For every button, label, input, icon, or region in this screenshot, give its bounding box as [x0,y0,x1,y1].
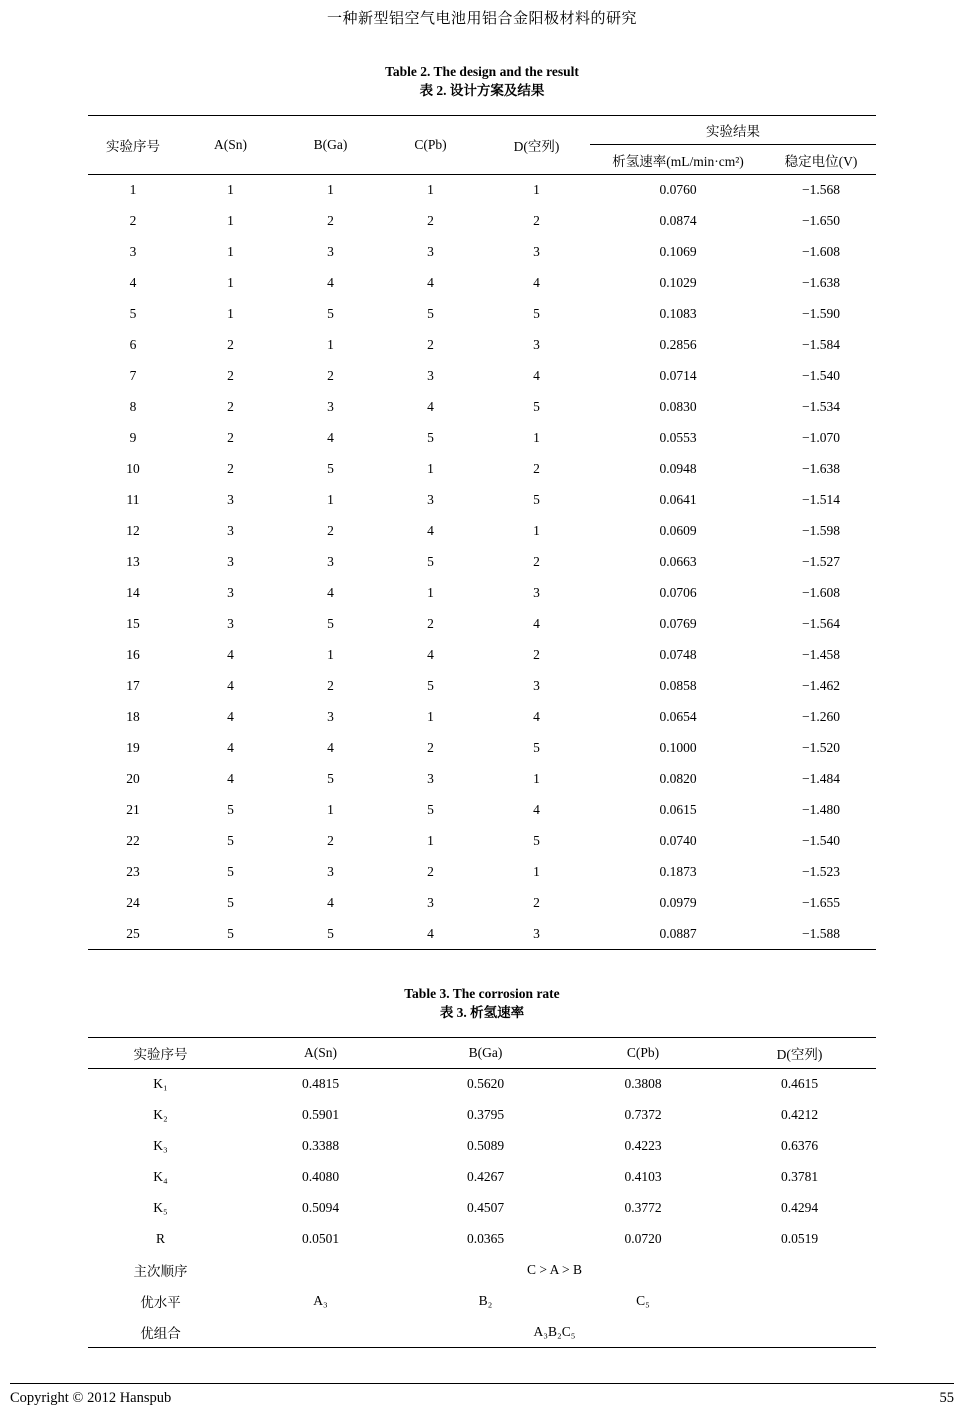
cell-b-level: 2 [327,368,334,383]
cell-stable-potential: −1.462 [802,678,840,693]
table-row [88,764,876,795]
cell-c-level: 5 [427,430,434,445]
cell-stable-potential: −1.527 [802,554,840,569]
table-row [88,733,876,764]
col-header-d-empty: D(空列) [483,116,590,175]
table-row [88,1193,876,1224]
cell-a-level: 2 [227,399,234,414]
table2 [88,115,876,950]
cell-experiment-no: 7 [129,368,137,383]
cell-d-level: 4 [533,275,540,290]
cell-hydrogen-rate: 0.0706 [659,585,697,600]
cell-d-level: 5 [533,833,540,848]
cell-stable-potential: −1.260 [802,709,840,724]
cell-d-level: 2 [533,647,540,662]
cell-c-level: 2 [427,740,434,755]
best-level-row [88,1286,876,1317]
cell-hydrogen-rate: 0.1000 [659,740,697,755]
cell-b-level: 2 [327,678,334,693]
cell-b-level: 3 [327,399,334,414]
cell-a-value: 0.4815 [301,1076,340,1092]
cell-stable-potential: −1.523 [802,864,840,879]
cell-d-level: 3 [533,678,540,693]
cell-experiment-no: 20 [126,771,140,786]
cell-hydrogen-rate: 0.0553 [659,430,697,445]
cell-hydrogen-rate: 0.0887 [659,925,697,941]
table-row [88,919,876,950]
col-header-c-pb: C(Pb) [378,116,483,175]
cell-hydrogen-rate: 0.0948 [659,461,697,476]
cell-c-level: 5 [427,678,434,693]
cell-b-value: 0.0365 [466,1231,505,1246]
best-level-a: A₃ [313,1293,328,1308]
best-level-c: C₅ [636,1293,650,1308]
cell-stable-potential: −1.540 [802,833,840,848]
cell-hydrogen-rate: 0.0641 [659,492,697,507]
cell-a-level: 2 [227,368,234,383]
cell-c-level: 3 [427,895,434,910]
cell-stable-potential: −1.540 [802,368,840,383]
table-row [88,671,876,702]
cell-b-level: 3 [327,554,334,569]
priority-order-value: C > A > B [527,1262,582,1277]
cell-a-level: 3 [227,492,234,507]
table2-caption-zh: 表 2. 设计方案及结果 [419,83,545,98]
cell-a-level: 5 [227,802,234,817]
cell-stable-potential: −1.638 [802,461,840,476]
table3-summary-body [88,1255,876,1348]
cell-hydrogen-rate: 0.0830 [659,399,697,414]
cell-c-level: 1 [427,461,434,476]
running-title: 一种新型铝空气电池用铝合金阳极材料的研究 [326,11,637,27]
cell-b-level: 5 [327,306,334,321]
cell-b-value: 0.4507 [466,1200,505,1215]
cell-b-level: 5 [327,616,334,631]
table3-caption-en: Table 3. The corrosion rate [404,986,560,1001]
cell-a-level: 1 [227,213,234,228]
priority-order-label: 主次顺序 [133,1264,188,1279]
cell-c-value: 0.4223 [624,1138,662,1153]
table-row [88,392,876,423]
cell-experiment-no: 13 [126,554,140,569]
table-row [88,237,876,268]
cell-a-level: 2 [227,337,234,352]
cell-b-level: 2 [327,213,334,228]
cell-c-level: 2 [427,616,434,631]
table-row [88,454,876,485]
table3 [88,1037,876,1348]
cell-b-value: 0.4267 [466,1169,505,1184]
cell-d-level: 2 [533,895,540,910]
cell-a-level: 3 [227,523,234,538]
cell-experiment-no: 21 [126,802,140,817]
col-header-stable-potential: 稳定电位(V) [766,145,876,175]
best-combo-row [88,1317,876,1348]
table-row [88,206,876,237]
table-row [88,330,876,361]
col-header-a-sn: A(Sn) [178,116,283,175]
cell-d-level: 2 [533,213,540,228]
cell-hydrogen-rate: 0.0874 [659,213,697,228]
cell-stable-potential: −1.484 [802,771,840,786]
table-row [88,423,876,454]
cell-b-level: 3 [327,864,334,879]
table-row [88,299,876,330]
cell-experiment-no: 18 [126,709,140,724]
best-level-b: B₂ [478,1293,493,1308]
cell-a-level: 4 [227,709,234,724]
cell-b-level: 1 [327,647,334,662]
cell-d-level: 4 [533,802,540,817]
cell-experiment-no: 22 [126,833,140,848]
cell-a-value: 0.5901 [301,1107,340,1122]
cell-d-value: 0.0519 [780,1231,819,1246]
cell-d-value: 0.4294 [780,1200,819,1215]
table3-header [88,1038,876,1069]
cell-stable-potential: −1.650 [802,213,840,228]
cell-b-level: 4 [327,585,334,600]
cell-stable-potential: −1.638 [802,275,840,290]
cell-a-level: 3 [227,585,234,600]
cell-a-level: 1 [227,306,234,321]
cell-stable-potential: −1.514 [802,492,840,507]
cell-experiment-no: 19 [126,740,140,755]
table-row [88,826,876,857]
col-header-experiment: 实验序号 [88,1038,233,1069]
cell-d-value: 0.4615 [780,1076,819,1092]
cell-stable-potential: −1.520 [802,740,840,755]
cell-a-value: 0.3388 [301,1138,340,1153]
cell-b-level: 4 [327,895,334,910]
cell-c-level: 4 [427,399,434,414]
cell-experiment-no: 9 [129,430,137,445]
table-row [88,1069,876,1100]
cell-stable-potential: −1.070 [802,430,840,445]
best-combo-value: A₃B₂C₅ [533,1323,576,1339]
cell-d-level: 4 [533,709,540,724]
table-row [88,268,876,299]
cell-a-level: 5 [227,864,234,879]
table-row [88,609,876,640]
cell-b-value: 0.5089 [466,1138,505,1153]
cell-experiment-no: 12 [126,523,140,538]
table-row [88,485,876,516]
cell-experiment-no: 10 [126,461,140,476]
cell-experiment-no: 24 [126,895,140,910]
cell-c-level: 4 [427,523,434,538]
cell-a-level: 4 [227,740,234,755]
cell-experiment-no: 5 [129,306,137,321]
table-row [88,702,876,733]
cell-c-level: 3 [427,771,434,786]
page-number: 55 [939,1390,954,1406]
cell-hydrogen-rate: 0.1029 [659,275,697,290]
cell-b-level: 5 [327,771,334,786]
cell-experiment-no: 14 [126,585,140,600]
cell-a-level: 1 [227,182,234,198]
cell-d-level: 3 [533,337,540,352]
cell-b-level: 2 [327,833,334,848]
cell-a-level: 4 [227,771,234,786]
cell-b-level: 1 [327,492,334,507]
cell-stable-potential: −1.584 [802,337,840,352]
cell-hydrogen-rate: 0.0979 [659,895,697,910]
cell-stable-potential: −1.458 [802,647,840,662]
cell-a-level: 2 [227,461,234,476]
cell-b-level: 4 [327,740,334,755]
cell-c-level: 5 [427,554,434,569]
cell-c-value: 0.7372 [624,1107,662,1122]
cell-a-level: 5 [227,833,234,848]
cell-experiment-no: 11 [126,492,140,507]
copyright-text: Copyright © 2012 Hanspub [10,1390,172,1406]
cell-b-value: 0.5620 [466,1076,505,1092]
cell-stable-potential: −1.568 [802,182,840,198]
cell-d-value: 0.4212 [780,1107,819,1122]
cell-hydrogen-rate: 0.0760 [659,182,697,198]
cell-c-value: 0.3808 [624,1076,662,1092]
table-row [88,640,876,671]
cell-c-level: 4 [427,647,434,662]
cell-a-level: 2 [227,430,234,445]
table2-header [88,116,876,175]
cell-c-value: 0.4103 [624,1169,662,1184]
cell-experiment-no: 6 [129,337,137,352]
col-header-experiment: 实验序号 [88,116,178,175]
table3-caption [0,984,964,1022]
page-footer [10,1383,954,1407]
cell-d-level: 5 [533,306,540,321]
cell-experiment-no: 25 [126,925,140,941]
cell-experiment-no: 2 [129,213,137,228]
cell-d-level: 1 [533,771,540,786]
cell-a-level: 4 [227,678,234,693]
cell-b-level: 5 [327,461,334,476]
table2-caption [0,62,964,100]
cell-b-level: 2 [327,523,334,538]
cell-d-level: 5 [533,492,540,507]
cell-row-label: K₂ [153,1107,168,1122]
cell-c-level: 5 [427,802,434,817]
cell-d-level: 5 [533,399,540,414]
cell-row-label: K₅ [153,1200,168,1215]
cell-hydrogen-rate: 0.0615 [659,802,697,817]
cell-stable-potential: −1.588 [802,925,840,941]
cell-d-level: 1 [533,864,540,879]
cell-c-level: 1 [427,709,434,724]
col-header-c-pb: C(Pb) [563,1038,723,1069]
cell-a-value: 0.4080 [301,1169,340,1184]
table-row [88,1100,876,1131]
cell-experiment-no: 17 [126,678,140,693]
cell-a-level: 3 [227,616,234,631]
cell-hydrogen-rate: 0.1069 [659,244,697,259]
table-row [88,857,876,888]
cell-d-level: 4 [533,368,540,383]
table-row [88,1131,876,1162]
cell-c-level: 3 [427,368,434,383]
cell-d-level: 3 [533,585,540,600]
group-header-results: 实验结果 [590,116,876,145]
cell-c-level: 4 [427,275,434,290]
cell-stable-potential: −1.564 [802,616,840,631]
col-header-b-ga: B(Ga) [408,1038,563,1069]
cell-a-value: 0.5094 [301,1200,340,1215]
cell-b-level: 3 [327,709,334,724]
cell-c-level: 4 [427,925,434,941]
cell-a-level: 3 [227,554,234,569]
cell-hydrogen-rate: 0.0663 [659,554,697,569]
cell-c-value: 0.0720 [624,1231,662,1246]
cell-stable-potential: −1.598 [802,523,840,538]
cell-hydrogen-rate: 0.0820 [659,771,697,786]
cell-d-level: 5 [533,740,540,755]
cell-stable-potential: −1.608 [802,585,840,600]
table2-body [88,175,876,950]
cell-b-level: 5 [327,925,334,941]
cell-stable-potential: −1.590 [802,306,840,321]
table-row [88,175,876,206]
cell-stable-potential: −1.480 [802,802,840,817]
cell-b-level: 3 [327,244,334,259]
cell-b-value: 0.3795 [466,1107,505,1122]
cell-row-label: K₁ [153,1076,168,1092]
cell-row-label: K₃ [153,1138,168,1153]
cell-hydrogen-rate: 0.0858 [659,678,697,693]
cell-experiment-no: 1 [129,182,137,198]
cell-experiment-no: 3 [129,244,137,259]
cell-d-level: 2 [533,461,540,476]
cell-b-level: 1 [327,182,334,198]
cell-hydrogen-rate: 0.2856 [659,337,697,352]
cell-c-level: 1 [427,585,434,600]
cell-a-level: 1 [227,244,234,259]
table-row [88,1224,876,1255]
cell-d-level: 1 [533,523,540,538]
table-row [88,1162,876,1193]
cell-experiment-no: 4 [129,275,137,290]
cell-d-value: 0.3781 [780,1169,819,1184]
table-row [88,361,876,392]
cell-hydrogen-rate: 0.0748 [659,647,697,662]
table-row [88,516,876,547]
cell-a-level: 4 [227,647,234,662]
cell-d-level: 4 [533,616,540,631]
cell-b-level: 1 [327,802,334,817]
cell-c-level: 3 [427,492,434,507]
col-header-a-sn: A(Sn) [233,1038,408,1069]
table3-k-body [88,1069,876,1255]
best-combo-label: 优组合 [140,1325,181,1341]
cell-hydrogen-rate: 0.0714 [659,368,697,383]
cell-b-level: 4 [327,430,334,445]
table2-caption-en: Table 2. The design and the result [385,64,579,79]
cell-b-level: 1 [327,337,334,352]
cell-c-level: 1 [427,833,434,848]
cell-experiment-no: 23 [126,864,140,879]
col-header-d-empty: D(空列) [723,1038,876,1069]
cell-c-level: 1 [427,182,434,198]
cell-hydrogen-rate: 0.1083 [659,306,697,321]
cell-b-level: 4 [327,275,334,290]
cell-hydrogen-rate: 0.1873 [659,864,697,879]
table-row [88,578,876,609]
cell-c-value: 0.3772 [624,1200,662,1215]
cell-experiment-no: 8 [129,399,137,414]
table3-caption-zh: 表 3. 析氢速率 [439,1005,525,1020]
cell-d-level: 1 [533,430,540,445]
cell-a-value: 0.0501 [301,1231,340,1246]
cell-experiment-no: 16 [126,647,140,662]
col-header-hydrogen-rate: 析氢速率(mL/min·cm²) [590,145,766,175]
cell-stable-potential: −1.608 [802,244,840,259]
table-row [88,795,876,826]
best-level-label: 优水平 [140,1295,181,1310]
cell-d-level: 2 [533,554,540,569]
cell-a-level: 1 [227,275,234,290]
cell-a-level: 5 [227,925,234,941]
best-level-d [723,1286,876,1317]
cell-c-level: 2 [427,337,434,352]
table-row [88,888,876,919]
cell-row-label: K₄ [153,1169,168,1184]
cell-a-level: 5 [227,895,234,910]
cell-d-level: 3 [533,244,540,259]
cell-c-level: 2 [427,864,434,879]
cell-d-value: 0.6376 [780,1138,819,1153]
cell-c-level: 5 [427,306,434,321]
cell-hydrogen-rate: 0.0654 [659,709,697,724]
priority-order-row [88,1255,876,1286]
table-row [88,547,876,578]
col-header-b-ga: B(Ga) [283,116,378,175]
cell-stable-potential: −1.534 [802,399,840,414]
cell-row-label: R [155,1231,165,1246]
cell-hydrogen-rate: 0.0769 [659,616,697,631]
cell-d-level: 1 [533,182,540,198]
cell-stable-potential: −1.655 [802,895,840,910]
cell-hydrogen-rate: 0.0609 [659,523,697,538]
cell-c-level: 3 [427,244,434,259]
cell-hydrogen-rate: 0.0740 [659,833,697,848]
cell-d-level: 3 [533,925,540,941]
cell-experiment-no: 15 [126,616,140,631]
cell-c-level: 2 [427,213,434,228]
